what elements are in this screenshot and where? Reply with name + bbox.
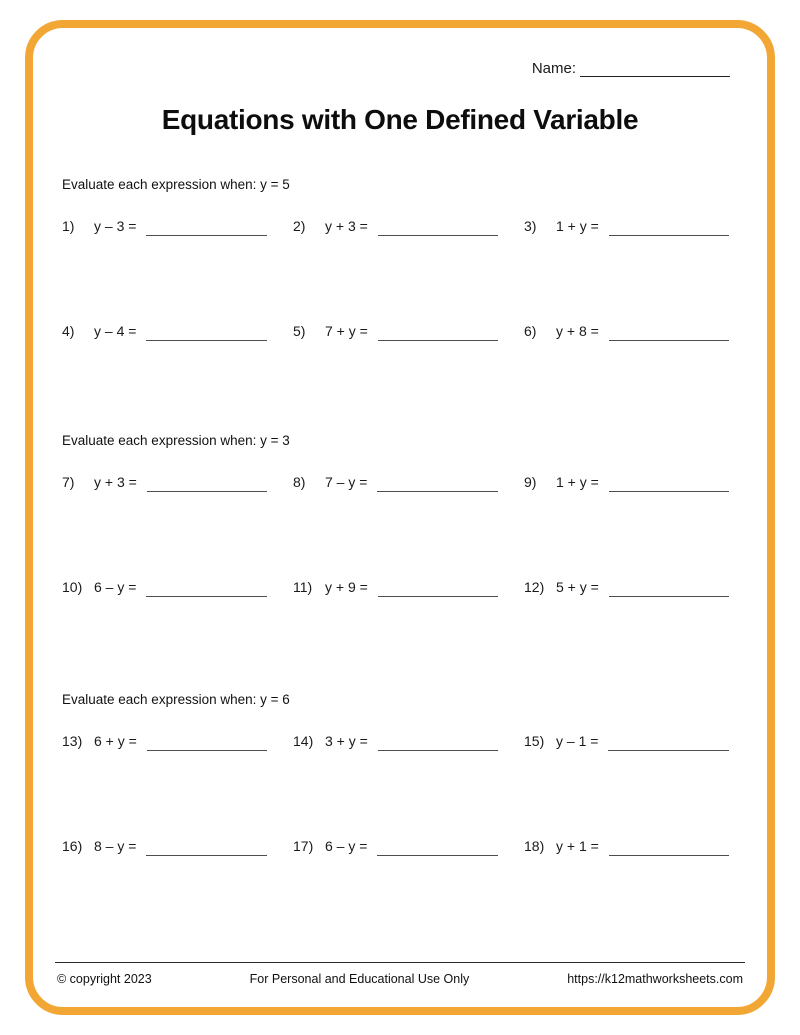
problem [62, 830, 267, 856]
problem [62, 466, 267, 492]
problem-number: 12) [524, 579, 545, 595]
problem-number: 8) [293, 474, 306, 490]
problem [293, 571, 498, 597]
footer [57, 972, 743, 986]
problem [524, 210, 729, 236]
answer-blank-line [377, 854, 498, 856]
problem-row [62, 210, 729, 236]
answer-blank-line [146, 234, 267, 236]
answer-blank-line [378, 234, 498, 236]
page-title: Equations with One Defined Variable [161, 104, 639, 135]
problem-expression: 1 + y = [556, 474, 599, 490]
problem [293, 210, 498, 236]
problem [62, 571, 267, 597]
problem-number: 7) [62, 474, 75, 490]
problem-expression: y + 3 = [325, 218, 368, 234]
footer-url: https://k12mathworksheets.com [567, 972, 743, 986]
problem-number: 5) [293, 323, 306, 339]
problem-number: 18) [524, 838, 545, 854]
answer-blank-line [609, 234, 729, 236]
problem-number: 11) [293, 579, 313, 595]
problem-expression: 5 + y = [556, 579, 599, 595]
problem-row [62, 315, 729, 341]
problem-expression: y + 8 = [556, 323, 599, 339]
answer-blank-line [378, 749, 498, 751]
problem-number: 10) [62, 579, 83, 595]
answer-blank-line [609, 339, 729, 341]
problem [293, 830, 498, 856]
problem-row [62, 830, 729, 856]
problem [293, 466, 498, 492]
problem-expression: y + 1 = [556, 838, 599, 854]
section [62, 691, 729, 856]
section [62, 432, 729, 597]
answer-blank-line [146, 595, 267, 597]
problem [293, 725, 498, 751]
problem-expression: 8 – y = [94, 838, 137, 854]
problem-number: 14) [293, 733, 314, 749]
answer-blank-line [146, 854, 267, 856]
problem-expression: 6 – y = [94, 579, 137, 595]
section-instruction: Evaluate each expression when: y = 3 [62, 433, 290, 448]
answer-blank-line [378, 339, 498, 341]
section-instruction: Evaluate each expression when: y = 5 [62, 177, 290, 192]
problem-expression: 7 – y = [325, 474, 368, 490]
section-instruction: Evaluate each expression when: y = 6 [62, 692, 290, 707]
problem-number: 1) [62, 218, 75, 234]
problem [524, 571, 729, 597]
answer-blank-line [146, 339, 267, 341]
problem-expression: 6 + y = [94, 733, 137, 749]
problem-number: 13) [62, 733, 83, 749]
answer-blank-line [609, 854, 729, 856]
problem [62, 725, 267, 751]
footer-divider [55, 962, 745, 963]
problem [524, 466, 729, 492]
problem-expression: 7 + y = [325, 323, 368, 339]
answer-blank-line [147, 749, 267, 751]
answer-blank-line [378, 595, 498, 597]
answer-blank-line [147, 490, 267, 492]
problem-expression: y + 9 = [325, 579, 368, 595]
problem-number: 2) [293, 218, 306, 234]
problem-number: 17) [293, 838, 314, 854]
problem-number: 6) [524, 323, 537, 339]
problem-number: 15) [524, 733, 545, 749]
problem-number: 3) [524, 218, 537, 234]
name-label: Name: [531, 60, 576, 77]
section [62, 176, 729, 341]
problem-number: 9) [524, 474, 537, 490]
problem [524, 315, 729, 341]
answer-blank-line [609, 595, 729, 597]
answer-blank-line [608, 749, 729, 751]
footer-copyright: © copyright 2023 [57, 972, 152, 986]
worksheet-sections [62, 0, 729, 1035]
problem-number: 4) [62, 323, 75, 339]
problem-expression: 3 + y = [325, 733, 368, 749]
footer-usage-text: For Personal and Educational Use Only [249, 972, 470, 986]
problem-row [62, 571, 729, 597]
problem-expression: y – 1 = [556, 733, 599, 749]
problem-number: 16) [62, 838, 83, 854]
problem-expression: y – 3 = [94, 218, 137, 234]
problem-expression: 6 – y = [325, 838, 368, 854]
problem-expression: y + 3 = [94, 474, 137, 490]
answer-blank-line [377, 490, 498, 492]
problem [62, 210, 267, 236]
problem-row [62, 725, 729, 751]
problem-expression: y – 4 = [94, 323, 137, 339]
problem [524, 725, 729, 751]
problem [62, 315, 267, 341]
problem-row [62, 466, 729, 492]
problem [293, 315, 498, 341]
problem [524, 830, 729, 856]
problem-expression: 1 + y = [556, 218, 599, 234]
answer-blank-line [609, 490, 729, 492]
